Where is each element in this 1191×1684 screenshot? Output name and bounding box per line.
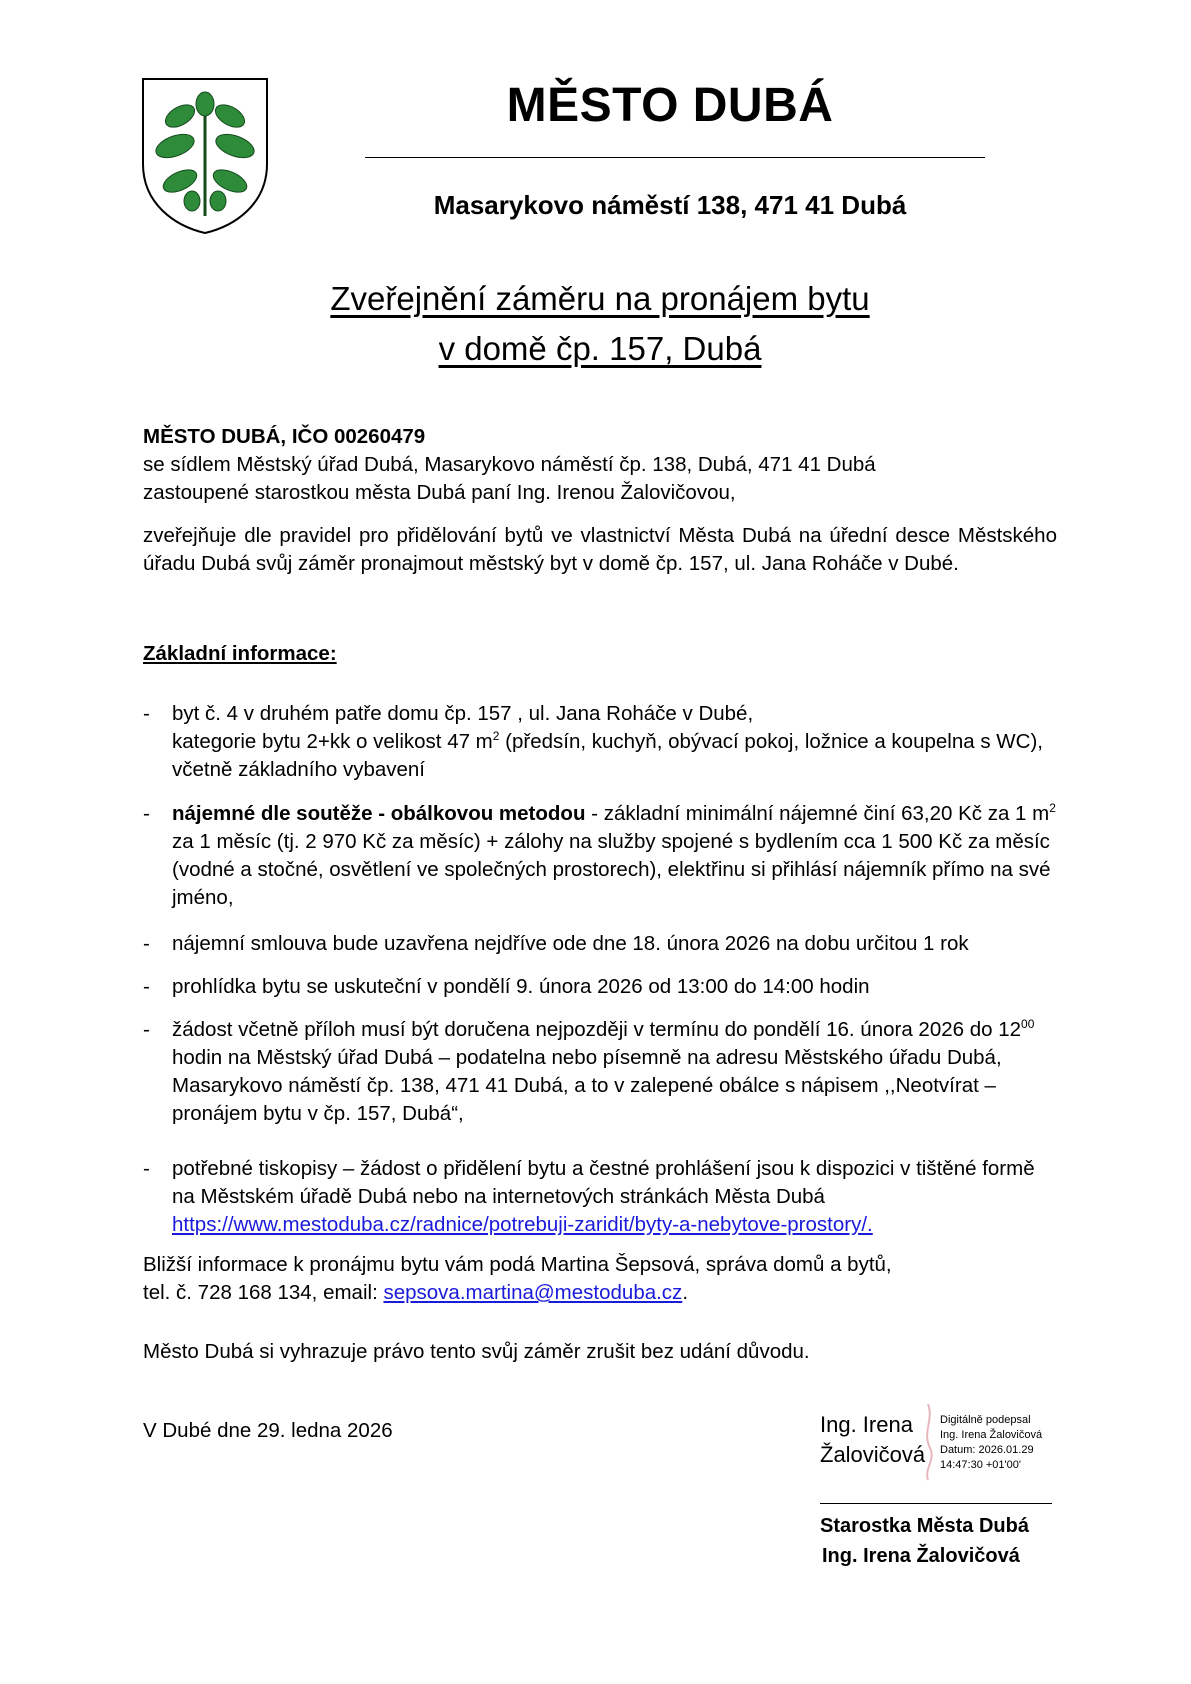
- contact-paragraph: Bližší informace k pronájmu bytu vám podá Martina Šepsová, správa domů a bytů, tel. č. 728 168 134, email: sepsova.martina@mestoduba.cz.: [143, 1253, 892, 1304]
- list-dash: -: [143, 1157, 150, 1180]
- entity-name: MĚSTO DUBÁ, IČO 00260479: [143, 425, 426, 448]
- basic-info-heading: Základní informace:: [143, 642, 337, 665]
- list-item: [143, 800, 1057, 912]
- oak-branch-crest-icon: [140, 76, 270, 236]
- application-text-rest: hodin na Městský úřad Dubá – podatelna nebo písemně na adresu Městského úřadu Dubá, Masarykovo náměstí čp. 138, 471 41 Dubá, a to v zalepené obálce s nápisem ,,Neotvírat – pronájem bytu v čp. 157, Dubá“,: [172, 1046, 1002, 1125]
- signature-mark-icon: [918, 1402, 938, 1482]
- list-item: [143, 700, 1057, 784]
- apartment-line: byt č. 4 v druhém patře domu čp. 157 , ul. Jana Roháče v Dubé,: [172, 702, 754, 725]
- list-dash: -: [143, 1018, 150, 1041]
- rent-text-rest: za 1 měsíc (tj. 2 970 Kč za měsíc) + zálohy na služby spojené s bydlením cca 1 500 Kč za měsíc (vodné a stočné, osvětlení ve společných prostorech), elektřinu si přihlásí nájemník přímo na své jméno,: [172, 830, 1051, 909]
- list-item: [143, 930, 1057, 958]
- signatory-name: Ing. Irena Žalovičová: [822, 1545, 1020, 1567]
- superscript: 2: [492, 729, 500, 743]
- city-title: MĚSTO DUBÁ: [506, 79, 834, 132]
- apartment-category-rest: (předsín, kuchyň, obývací pokoj, ložnice a koupelna s WC), včetně základního vybavení: [172, 730, 1043, 781]
- superscript: 2: [1049, 801, 1056, 815]
- entity-representative: zastoupené starostkou města Dubá paní Ing. Irenou Žalovičovou,: [143, 481, 736, 504]
- forms-link[interactable]: https://www.mestoduba.cz/radnice/potrebuji-zaridit/byty-a-nebytove-prostory/.: [172, 1213, 873, 1236]
- reservation-note: Město Dubá si vyhrazuje právo tento svůj záměr zrušit bez udání důvodu.: [143, 1340, 810, 1363]
- list-dash: -: [143, 702, 150, 725]
- contact-phone: tel. č. 728 168 134, email:: [143, 1281, 384, 1304]
- signature-name: Ing. Irena Žalovičová: [820, 1412, 926, 1467]
- entity-seat: se sídlem Městský úřad Dubá, Masarykovo náměstí čp. 138, Dubá, 471 41 Dubá: [143, 453, 876, 476]
- list-dash: -: [143, 802, 150, 825]
- apartment-category-text: kategorie bytu 2+kk o velikost 47 m: [172, 730, 493, 753]
- document-title-line-1: Zveřejnění záměru na pronájem bytu: [330, 280, 870, 317]
- title-divider: [365, 157, 985, 158]
- list-item: [143, 973, 1057, 1001]
- rent-method-bold: nájemné dle soutěže - obálkovou metodou: [172, 802, 586, 825]
- list-dash: -: [143, 932, 150, 955]
- intro-paragraph: zveřejňuje dle pravidel pro přidělování bytů ve vlastnictví Města Dubá na úřední desce Městského úřadu Dubá svůj záměr pronajmout městský byt v domě čp. 157, ul. Jana Roháče v Dubé.: [143, 524, 1057, 575]
- contract-text: nájemní smlouva bude uzavřena nejdříve ode dne 18. února 2026 na dobu určitou 1 rok: [172, 932, 969, 955]
- application-text: žádost včetně příloh musí být doručena nejpozději v termínu do pondělí 16. února 2026 do 12: [172, 1018, 1022, 1041]
- rent-text: - základní minimální nájemné činí 63,20 Kč za 1 m: [585, 802, 1050, 825]
- superscript: 00: [1021, 1017, 1035, 1031]
- signature-line: [820, 1503, 1052, 1504]
- email-link[interactable]: sepsova.martina@mestoduba.cz: [383, 1281, 683, 1304]
- viewing-text: prohlídka bytu se uskuteční v pondělí 9. února 2026 od 13:00 do 14:00 hodin: [172, 975, 870, 998]
- city-address: Masarykovo náměstí 138, 471 41 Dubá: [433, 190, 907, 220]
- forms-text: potřebné tiskopisy – žádost o přidělení bytu a čestné prohlášení jsou k dispozici v tištěné formě na Městském úřadě Dubá nebo na internetových stránkách Města Dubá: [172, 1157, 1035, 1208]
- date-place: V Dubé dne 29. ledna 2026: [143, 1419, 393, 1442]
- list-dash: -: [143, 975, 150, 998]
- contact-line-1: Bližší informace k pronájmu bytu vám podá Martina Šepsová, správa domů a bytů,: [143, 1253, 892, 1276]
- list-item: [143, 1016, 1057, 1128]
- list-item: [143, 1155, 1057, 1239]
- signatory-role: Starostka Města Dubá: [820, 1515, 1029, 1537]
- document-title-line-2: v domě čp. 157, Dubá: [438, 330, 762, 367]
- digital-signature-meta: Digitálně podepsal Ing. Irena Žalovičová Datum: 2026.01.29 14:47:30 +01'00': [940, 1414, 1043, 1471]
